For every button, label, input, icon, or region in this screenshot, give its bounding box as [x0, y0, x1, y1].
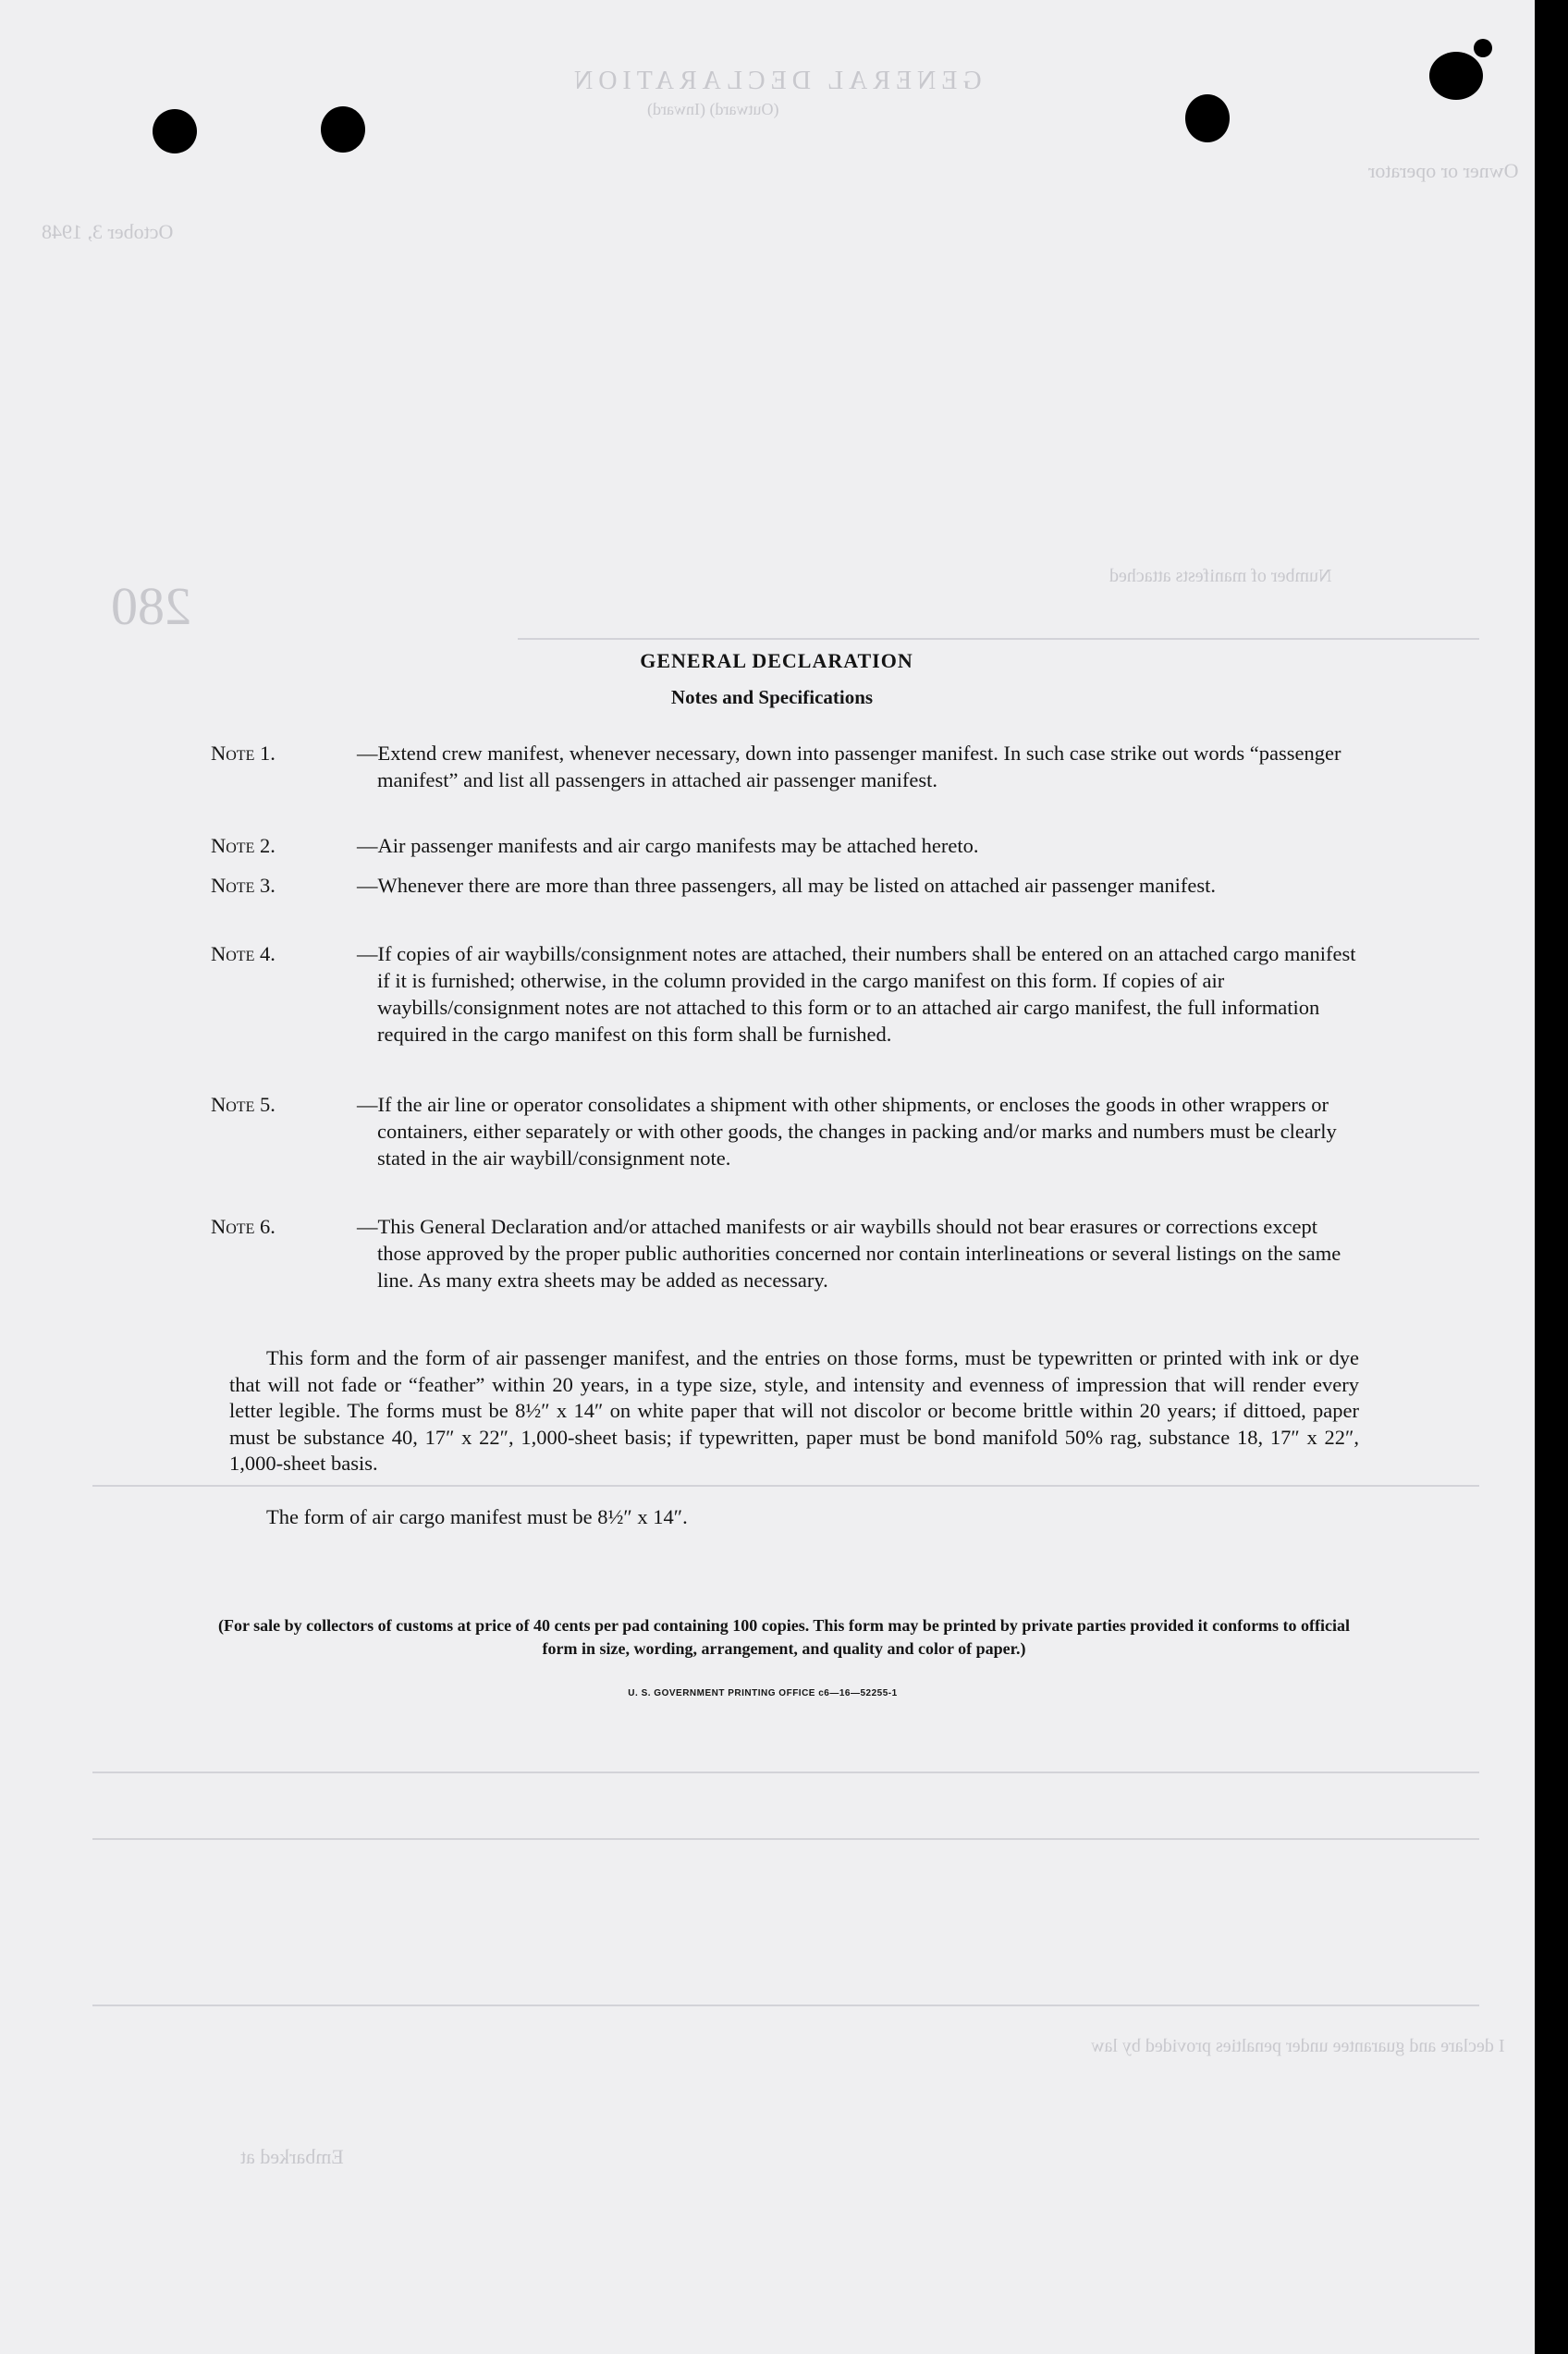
- note-text: —Whenever there are more than three passengers, all may be listed on attached air passenger manifest.: [357, 874, 1216, 897]
- cargo-form-size: [266, 1504, 1191, 1531]
- note-1: [211, 740, 1357, 793]
- note-label: Note 3.: [211, 874, 276, 897]
- note-label: Note 1.: [211, 742, 276, 765]
- bleed-through-text: 280: [111, 576, 191, 636]
- note-text: —Extend crew manifest, whenever necessary, down into passenger manifest. In such case strike out words “passenger manifest” and list all passengers in attached air passenger manifest.: [357, 742, 1341, 791]
- bleed-through-text: Embarked at: [240, 2145, 344, 2168]
- cargo-form-size-text: The form of air cargo manifest must be 8½″ x 14″.: [266, 1505, 688, 1528]
- bleed-through-text: Owner or operator: [1368, 159, 1519, 182]
- specification-paragraph: [229, 1345, 1359, 1477]
- page-subtitle: Notes and Specifications: [670, 686, 874, 708]
- note-label: Note 6.: [211, 1215, 276, 1238]
- note-4: [211, 940, 1357, 1048]
- note-label: Note 5.: [211, 1093, 276, 1116]
- bleed-through-text: October 3, 1948: [42, 220, 174, 243]
- note-text: —This General Declaration and/or attached manifests or air waybills should not bear erasures or corrections except those approved by the proper public authorities concerned nor contain interlineations or several listings on the same line. As many extra sheets may be added as necessary.: [357, 1215, 1341, 1292]
- note-label: Note 2.: [211, 834, 276, 857]
- note-6: [211, 1213, 1357, 1293]
- page-title: GENERAL DECLARATION: [640, 649, 913, 672]
- note-3: [211, 872, 1357, 899]
- bleed-through-header: GENERAL DECLARATION: [569, 67, 982, 95]
- bleed-through-text: Number of manifests attached: [1109, 566, 1332, 586]
- note-text: —If copies of air waybills/consignment notes are attached, their numbers shall be entered on an attached cargo manifest if it is furnished; otherwise, in the column provided in the cargo manifest on this form. If copies of air waybills/consignment notes are not attached to this form or to an attached air cargo manifest, the full information required in the cargo manifest on this form shall be furnished.: [357, 942, 1356, 1046]
- note-text: —If the air line or operator consolidates a shipment with other shipments, or encloses the goods in other wrappers or containers, either separately or with other goods, the changes in packing and/or marks and numbers must be clearly stated in the air waybill/consignment note.: [357, 1093, 1337, 1170]
- note-label: Note 4.: [211, 942, 276, 965]
- note-5: [211, 1091, 1357, 1171]
- note-2: [211, 832, 1357, 859]
- bleed-through-text: I declare and guarantee under penalties provided by law: [1091, 2036, 1505, 2056]
- sale-notice: (For sale by collectors of customs at price of 40 cents per pad containing 100 copies. This form may be printed by private parties provided it conforms to official form in size, wording, arrangement, and quality and color of paper.): [217, 1616, 1351, 1658]
- bleed-through-text: (Outward) (Inward): [647, 100, 779, 118]
- printer-imprint: U. S. GOVERNMENT PRINTING OFFICE c6—16—52255-1: [628, 1688, 898, 1698]
- specification-text: This form and the form of air passenger manifest, and the entries on those forms, must be typewritten or printed with ink or dye that will not fade or “feather” within 20 years, in a type size, style, and intensity and evenness of impression that will render every letter legible. The forms must be 8½″ x 14″ on white paper that will not discolor or become brittle within 20 years; if dittoed, paper must be substance 40, 17″ x 22″, 1,000-sheet basis; if typewritten, paper must be bond manifold 50% rag, substance 18, 17″ x 22″, 1,000-sheet basis.: [229, 1346, 1359, 1475]
- note-text: —Air passenger manifests and air cargo manifests may be attached hereto.: [357, 834, 979, 857]
